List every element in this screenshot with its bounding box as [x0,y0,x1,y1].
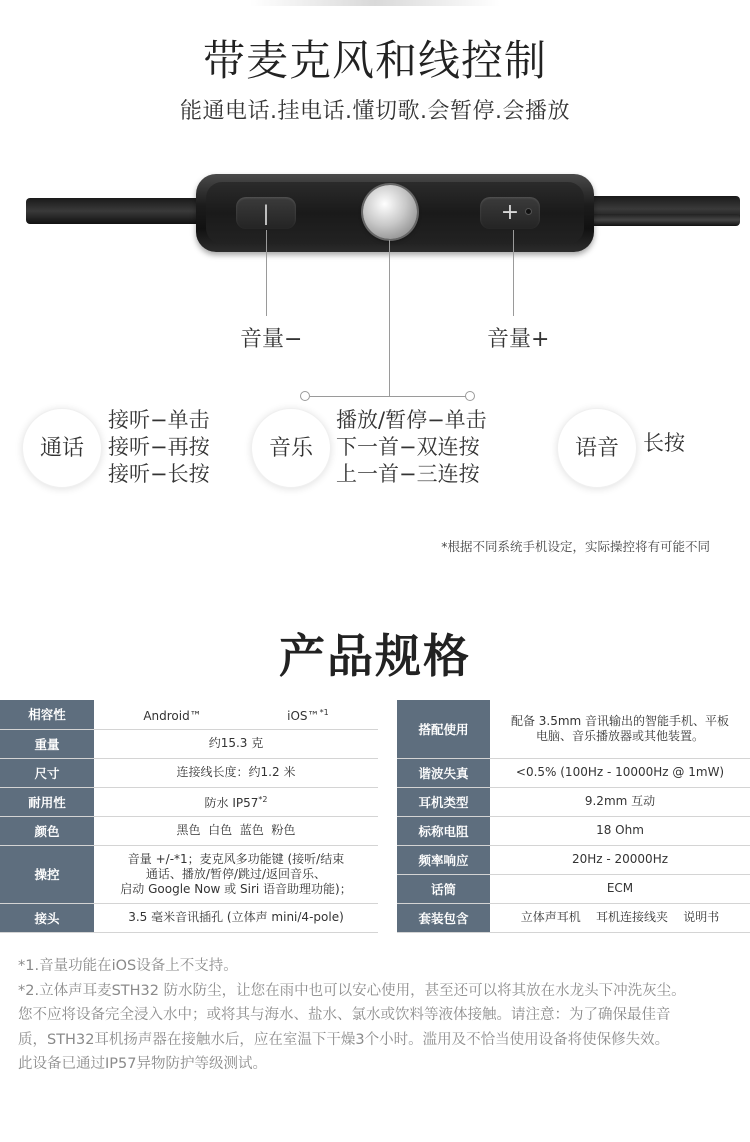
table-row [397,758,750,787]
hero-subtitle: 能通电话.挂电话.懂切歌.会暂停.会播放 [180,99,570,124]
hero-title: 带麦克风和线控制 [202,36,547,85]
spec-value: ECM [490,874,750,903]
microphone-hole [525,208,532,215]
callout-node-left [300,391,310,401]
spec-key: 搭配使用 [397,700,490,758]
spec-value: 3.5 毫米音讯插孔 (立体声 mini/4-pole) [94,903,378,932]
spec-table-right [397,700,750,933]
footnotes [18,954,738,1077]
spec-value-durability [94,787,378,816]
mode-call-badge: 通话 [22,408,102,488]
spec-key: 频率响应 [397,845,490,874]
music-op: 下一首−双连按 [336,435,480,459]
spec-value: 20Hz - 20000Hz [490,845,750,874]
mode-music-badge: 音乐 [251,408,331,488]
callout-line-horizontal [310,396,470,397]
spec-value: 9.2mm 互动 [490,787,750,816]
spec-key: 谐波失真 [397,758,490,787]
spec-title: 产品规格 [279,629,471,683]
spec-key: 相容性 [0,700,94,729]
spec-key: 耐用性 [0,787,94,816]
control-footnote: *根据不同系统手机设定，实际操控将有可能不同 [441,539,710,554]
footnote-ref: *2 [258,795,268,804]
spec-value: 黑色 白色 蓝色 粉色 [94,816,378,845]
spec-value: <0.5% (100Hz - 10000Hz @ 1mW) [490,758,750,787]
spec-value-ios: iOS™ [287,708,320,723]
table-row [0,787,378,816]
call-op: 接听−长按 [108,462,210,486]
table-row [397,787,750,816]
spec-line: 通话、播放/暂停/跳过/返回音乐、 [145,866,327,881]
footnote-line: 此设备已通过IP57异物防护等级测试。 [18,1056,267,1072]
spec-key: 标称电阻 [397,816,490,845]
spec-key: 颜色 [0,816,94,845]
mode-call-ops [108,407,210,488]
mode-voice-ops [643,430,685,457]
spec-line: 音量 +/-*1；麦克风多功能键 (接听/结束 [127,851,345,866]
spec-key: 套装包含 [397,903,490,932]
footnote-line: 您不应将设备完全浸入水中；或将其与海水、盐水、氯水或饮料等液体接触。请注意：为了确保最佳音 [18,1007,671,1023]
table-row [397,816,750,845]
spec-value-compatible-devices [490,700,750,758]
spec-key: 尺寸 [0,758,94,787]
spec-key: 重量 [0,729,94,758]
plus-icon: + [500,200,520,225]
spec-key: 话筒 [397,874,490,903]
cable-right-lower [570,214,740,226]
callout-line-center [389,240,390,396]
spec-value-controls [94,845,378,903]
footnote-line: 质，STH32耳机扬声器在接触水后，应在室温下干燥3个小时。滥用及不恰当使用设备将使保修失效。 [18,1031,670,1048]
table-row [0,816,378,845]
table-row [397,903,750,932]
spec-value: 约15.3 克 [94,729,378,758]
spec-value: 连接线长度：约1.2 米 [94,758,378,787]
footnote-line: *2.立体声耳麦STH32 防水防尘，让您在雨中也可以安心使用，甚至还可以将其放在水龙头下冲洗灰尘。 [18,982,686,999]
footnote-line: *1.音量功能在iOS设备上不支持。 [18,958,238,974]
call-op: 接听−再按 [108,435,210,459]
spec-line: 配备 3.5mm 音讯输出的智能手机、平板 [510,713,730,728]
table-row [0,700,378,729]
spec-value: 防水 IP57 [204,796,259,810]
voice-op: 长按 [643,431,685,455]
footnote-ref: *1 [319,707,329,717]
mode-voice-badge: 语音 [557,408,637,488]
table-row [0,729,378,758]
table-row [0,903,378,932]
callout-line-volume-up [513,230,514,316]
top-divider [250,0,500,6]
spec-line: 启动 Google Now 或 Siri 语音助理功能)； [120,881,352,896]
call-op: 接听−单击 [108,408,210,432]
cable-left [26,198,216,224]
spec-key: 耳机类型 [397,787,490,816]
spec-value: 立体声耳机 耳机连接线夹 说明书 [490,903,750,932]
table-row [0,758,378,787]
callout-line-volume-down [266,230,267,316]
spec-table-left [0,700,378,933]
multifunction-button [363,185,417,239]
spec-value: 18 Ohm [490,816,750,845]
volume-down-button [236,197,296,229]
volume-down-label: 音量− [240,327,303,352]
minus-icon: | [262,201,270,225]
table-row [397,874,750,903]
spec-value-compat [94,700,378,729]
volume-up-label: 音量+ [487,327,550,352]
spec-value-android: Android™ [143,708,202,723]
spec-line: 电脑、音乐播放器或其他装置。 [535,728,704,743]
mode-music-ops [336,407,487,488]
spec-key: 操控 [0,845,94,903]
callout-node-right [465,391,475,401]
music-op: 播放/暂停−单击 [336,408,487,432]
table-row [397,845,750,874]
spec-key: 接头 [0,903,94,932]
table-row [397,700,750,758]
music-op: 上一首−三连按 [336,462,480,486]
table-row [0,845,378,903]
